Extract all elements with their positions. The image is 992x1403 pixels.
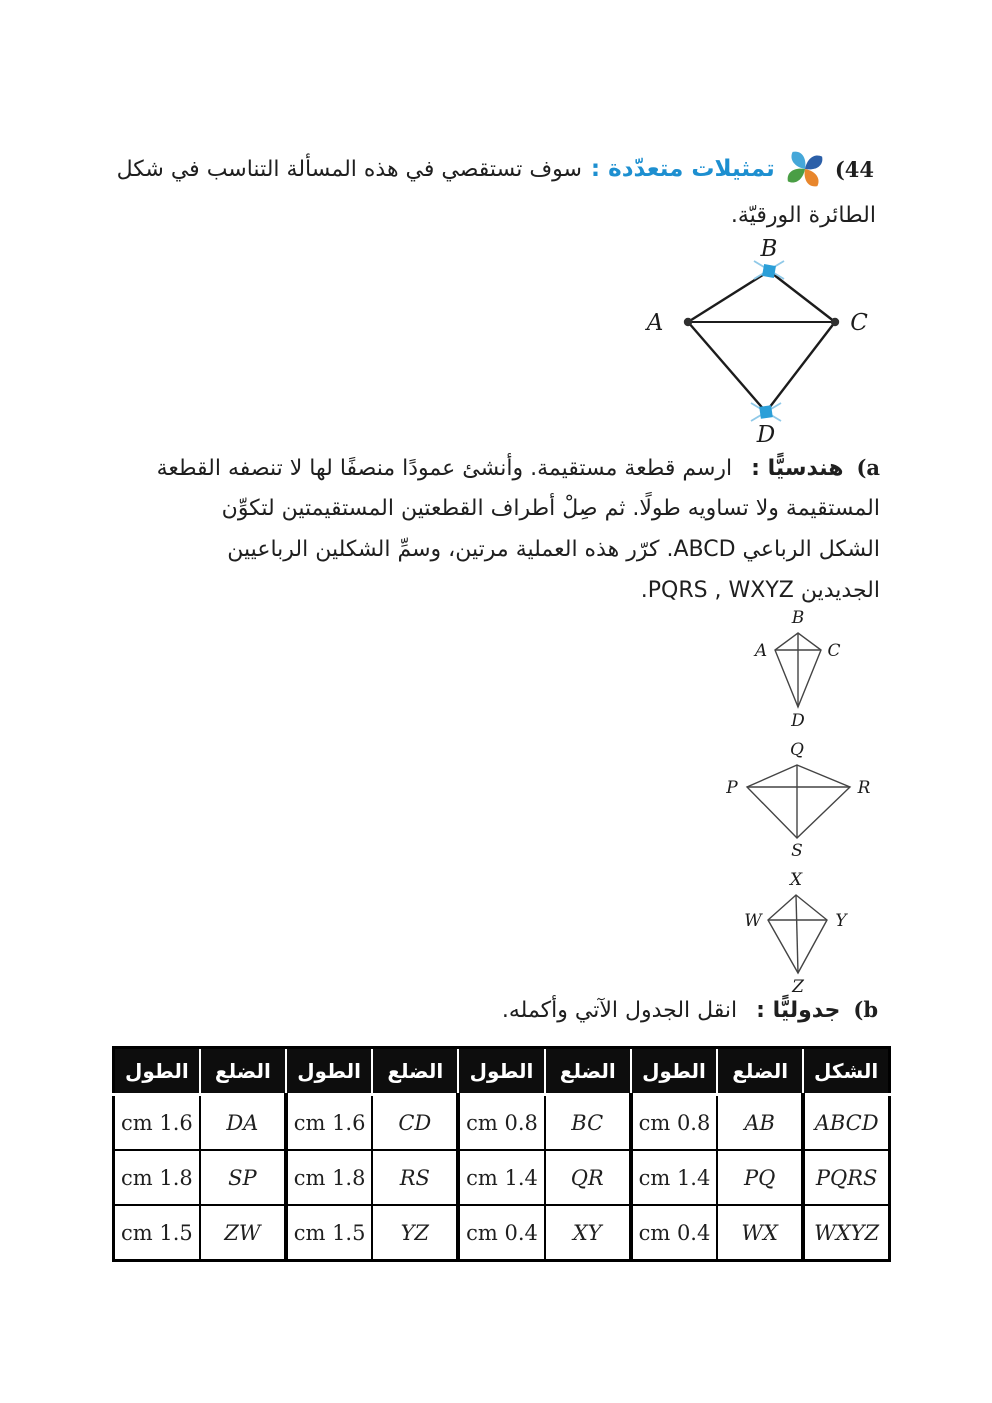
multiple-representations-icon	[784, 150, 826, 188]
main-figure-label-right: C	[850, 310, 868, 336]
cell-length-zw: 1.5 cm	[114, 1205, 200, 1261]
main-kite-figure	[633, 234, 891, 452]
part-a-heading: هندسيًّا :	[751, 456, 844, 481]
cell-side-sp: SP	[200, 1150, 286, 1205]
problem-tag-label: تمثيلات متعدّدة :	[590, 156, 775, 182]
cell-length-rs: 1.8 cm	[286, 1150, 372, 1205]
part-b-line	[502, 990, 878, 1031]
cell-length-wx: 0.4 cm	[631, 1205, 717, 1261]
col-header-side-4: الضلع	[200, 1048, 286, 1095]
cell-side-da: DA	[200, 1095, 286, 1151]
cell-length-yz: 1.5 cm	[286, 1205, 372, 1261]
intro-text-line2: الطائرة الورقيّة.	[730, 203, 876, 228]
cell-length-qr: 1.4 cm	[458, 1150, 544, 1205]
cell-side-rs: RS	[372, 1150, 458, 1205]
col-header-side-3: الضلع	[372, 1048, 458, 1095]
cell-length-pq: 1.4 cm	[631, 1150, 717, 1205]
part-a-marker: a)	[856, 455, 880, 480]
cell-shape-pqrs: PQRS	[803, 1150, 889, 1205]
cell-side-zw: ZW	[200, 1205, 286, 1261]
kite-abcd-label-right: C	[827, 641, 841, 661]
kite-abcd-label-bottom: D	[791, 711, 805, 731]
cell-length-ab: 0.8 cm	[631, 1095, 717, 1151]
vertex-dot-c	[831, 318, 839, 326]
kite-abcd-figure	[733, 606, 873, 746]
cell-side-ab: AB	[717, 1095, 803, 1151]
col-header-length-2: الطول	[458, 1048, 544, 1095]
table-row-wxyz	[114, 1205, 890, 1261]
main-figure-label-top: B	[760, 236, 778, 262]
vertex-marker-b	[762, 264, 776, 278]
cell-length-da: 1.6 cm	[114, 1095, 200, 1151]
kite-pqrs-label-right: R	[857, 778, 871, 798]
cell-length-cd: 1.6 cm	[286, 1095, 372, 1151]
cell-side-pq: PQ	[717, 1150, 803, 1205]
main-figure-label-left: A	[646, 310, 664, 336]
kite-abcd-label-left: A	[754, 641, 768, 661]
cell-side-yz: YZ	[372, 1205, 458, 1261]
cell-length-sp: 1.8 cm	[114, 1150, 200, 1205]
kite-pqrs-label-bottom: S	[791, 841, 803, 861]
cell-side-bc: BC	[545, 1095, 631, 1151]
part-b-heading: جدوليًّا :	[756, 998, 841, 1023]
kite-wxyz-label-right: Y	[835, 911, 847, 931]
part-b-text: انقل الجدول الآتي وأكمله.	[501, 998, 738, 1023]
col-header-length-4: الطول	[114, 1048, 200, 1095]
problem-number: 44)	[834, 156, 874, 182]
part-a-line3: الشكل الرباعي ABCD. كرّر هذه العملية مرتين، وسمِّ الشكلين الرباعيين	[227, 537, 880, 562]
cell-shape-wxyz: WXYZ	[803, 1205, 889, 1261]
intro-text-line1: سوف تستقصي في هذه المسألة التناسب في شكل	[116, 156, 582, 182]
kite-wxyz-label-bottom: Z	[792, 977, 804, 997]
part-b-marker: b)	[853, 997, 878, 1022]
cell-length-bc: 0.8 cm	[458, 1095, 544, 1151]
vertex-marker-d	[759, 405, 773, 419]
cell-side-cd: CD	[372, 1095, 458, 1151]
cell-side-xy: XY	[545, 1205, 631, 1261]
table-row-pqrs	[114, 1150, 890, 1205]
cell-side-qr: QR	[545, 1150, 631, 1205]
part-a-line2: المستقيمة ولا تساويه طولًا. ثم صِلْ أطراف القطعتين المستقيمتين لتكوِّن	[221, 496, 880, 521]
table-header-row	[114, 1048, 890, 1095]
kite-wxyz-label-top: X	[789, 870, 803, 890]
cell-shape-abcd: ABCD	[803, 1095, 889, 1151]
cell-length-xy: 0.4 cm	[458, 1205, 544, 1261]
part-a-text1: ارسم قطعة مستقيمة. وأنشئ عمودًا منصفًا لها لا تنصفه القطعة	[156, 456, 733, 481]
kite-pqrs-figure	[698, 738, 898, 873]
part-a-line1	[157, 448, 880, 489]
lengths-table	[112, 1046, 891, 1262]
col-header-side-1: الضلع	[717, 1048, 803, 1095]
table-row-abcd	[114, 1095, 890, 1151]
col-header-side-2: الضلع	[545, 1048, 631, 1095]
kite-abcd-label-top: B	[791, 608, 805, 628]
main-figure-label-bottom: D	[756, 422, 776, 448]
cell-side-wx: WX	[717, 1205, 803, 1261]
col-header-shape: الشكل	[803, 1048, 889, 1095]
kite-wxyz-figure	[720, 868, 890, 1008]
part-a-line4: الجديدين PQRS , WXYZ.	[640, 578, 880, 603]
kite-wxyz-label-left: W	[744, 911, 762, 931]
col-header-length-1: الطول	[631, 1048, 717, 1095]
kite-pqrs-label-left: P	[726, 778, 738, 798]
vertex-dot-a	[684, 318, 692, 326]
problem-header-line	[117, 150, 874, 188]
kite-pqrs-label-top: Q	[790, 740, 804, 760]
col-header-length-3: الطول	[286, 1048, 372, 1095]
